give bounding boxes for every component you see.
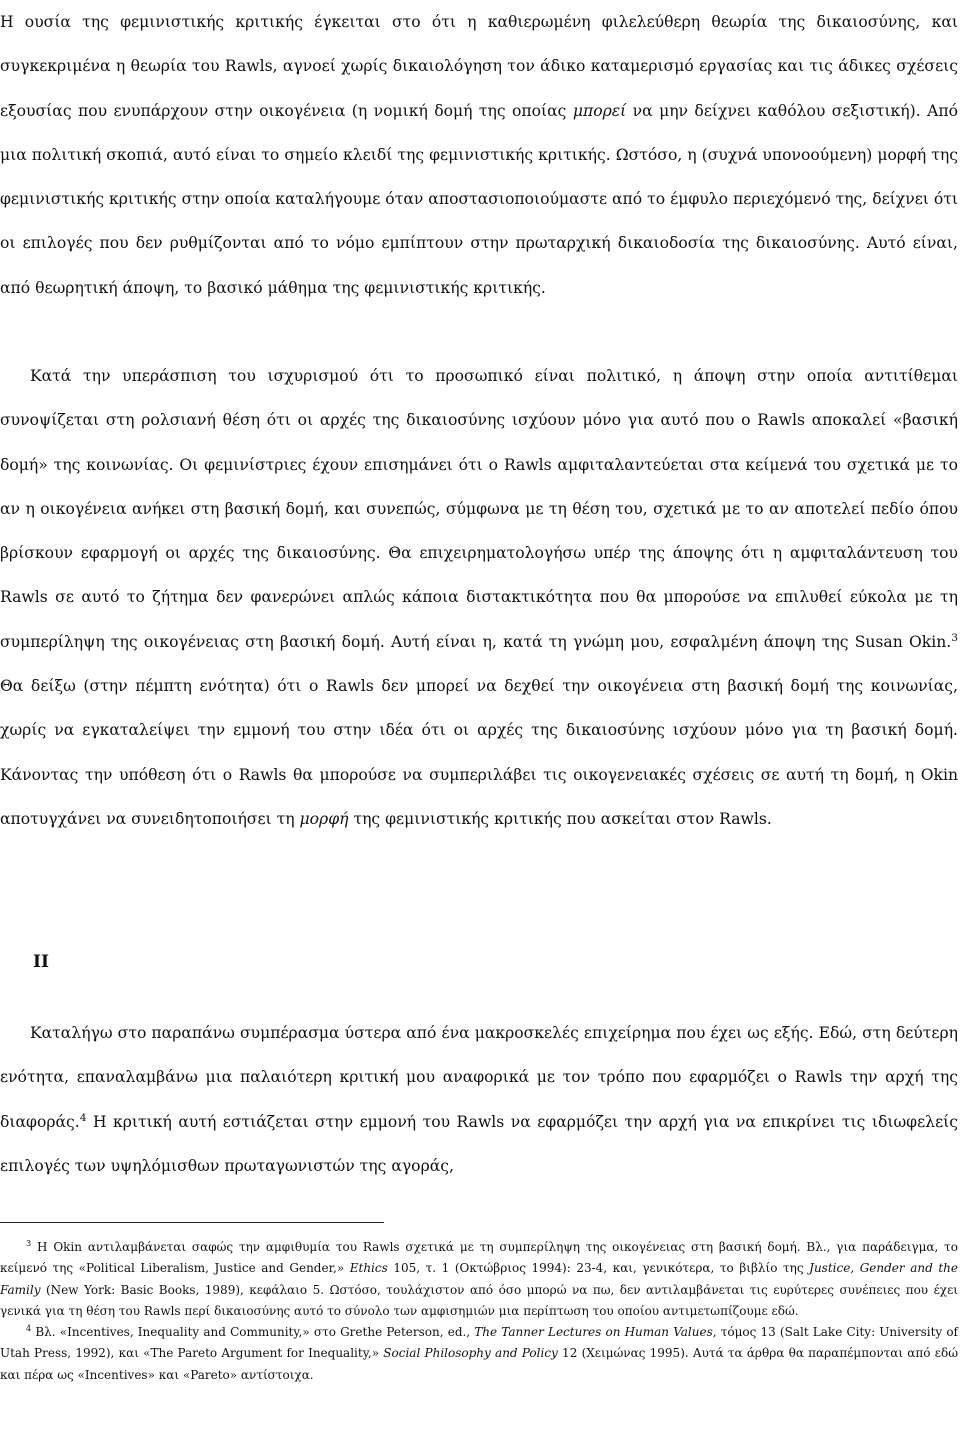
footnote-3-journal-title: Ethics bbox=[349, 1261, 388, 1276]
paragraph-1-text-a: Η ουσία της φεμινιστικής κριτικής έγκειται στο ότι η καθιερωμένη φιλελεύθερη θεωρία της δικαιοσύνης, και συγκεκριμένα η θεωρία του Rawls, αγνοεί χωρίς δικαιολόγηση τον άδικο καταμερισμό εργασίας και τις άδικες σχέσεις εξουσίας που ενυπάρχουν στην οικογένεια (η νομική δομή της οποίας bbox=[0, 13, 958, 120]
footnote-4-journal-title: Social Philosophy and Policy bbox=[383, 1346, 558, 1361]
footnote-4-text-b: , τόμος 13 (Salt Lake City: University of Utah Press, 1992), και «The Pareto Argument for Inequality,» bbox=[0, 1325, 959, 1361]
paragraph-1 bbox=[0, 0, 958, 310]
paragraph-3-text-b: Η κριτική αυτή εστιάζεται στην εμμονή του Rawls να εφαρμόζει την αρχή για να επικρίνει τις ιδιωφελείς επιλογές των υψηλόμισθων πρωταγωνιστών της αγοράς, bbox=[0, 1112, 958, 1175]
emphasis-mporei: μπορεί bbox=[572, 101, 627, 120]
emphasis-morfi: μορφή bbox=[299, 809, 349, 828]
footnote-3-book-title: Justice, Gender and the Family bbox=[0, 1261, 958, 1297]
footnote-4-text-a: Βλ. «Incentives, Inequality and Community,» στο Grethe Peterson, ed., bbox=[31, 1325, 475, 1340]
footnote-3-text-c: (New York: Basic Books, 1989), κεφάλαιο 5. Ωστόσο, τουλάχιστον από όσο μπορώ να πω, δεν αντιλαμβάνεται τις ευρύτερες συνέπειες που έχει γενικά για τη θέση του Rawls περί δικαιοσύνης αυτό το σύνολο των αμφισημιών μια περίπτωση του οποίου αντιμετωπίζουμε εδώ. bbox=[0, 1282, 958, 1318]
paragraph-1-text-b: να μην δείχνει καθόλου σεξιστική). Από μια πολιτική σκοπιά, αυτό είναι το σημείο κλειδί της φεμινιστικής κριτικής. Ωστόσο, η (συχνά υπονοούμενη) μορφή της φεμινιστικής κριτικής στην οποία καταλήγουμε όταν αποστασιοποιούμαστε από το έμφυλο περιεχόμενό της, δείχνει ότι οι επιλογές που δεν ρυθμίζονται από το νόμο εμπίπτουν στην πρωταρχική δικαιοδοσία της δικαιοσύνης. Αυτό είναι, από θεωρητική άποψη, το βασικό μάθημα της φεμινιστικής κριτικής. bbox=[0, 101, 958, 297]
paragraph-2-text-c: της φεμινιστικής κριτικής που ασκείται στον Rawls. bbox=[348, 809, 772, 828]
footnote-ref-4[interactable]: 4 bbox=[79, 1111, 87, 1124]
footnote-3-text-b: 105, τ. 1 (Οκτώβριος 1994): 23-4, και, γενικότερα, το βιβλίο της bbox=[387, 1261, 810, 1276]
footnote-4-book-title: The Tanner Lectures on Human Values bbox=[474, 1325, 713, 1340]
footnote-3-marker: 3 bbox=[26, 1238, 32, 1248]
footnote-4-marker: 4 bbox=[26, 1323, 32, 1334]
paragraph-2-text-b: Θα δείξω (στην πέμπτη ενότητα) ότι ο Rawls δεν μπορεί να δεχθεί την οικογένεια στη βασική δομή της κοινωνίας, χωρίς να εγκαταλείψει την εμμονή του στην ιδέα ότι οι αρχές της δικαιοσύνης ισχύουν μόνο για τη βασική δομή. Κάνοντας την υπόθεση ότι ο Rawls θα μπορούσε να συμπεριλάβει τις οικογενειακές σχέσεις σε αυτή τη δομή, η Okin αποτυγχάνει να συνειδητοποιήσει τη bbox=[0, 677, 958, 828]
section-heading: II bbox=[33, 952, 49, 972]
paragraph-3-text-a: Καταλήγω στο παραπάνω συμπέρασμα ύστερα από ένα μακροσκελές επιχείρημα που έχει ως εξής. Εδώ, στη δεύτερη ενότητα, επαναλαμβάνω μια παλαιότερη κριτική μου αναφορικά με τον τρόπο που εφαρμόζει ο Rawls την αρχή της διαφοράς. bbox=[0, 1024, 958, 1131]
footnote-3 bbox=[0, 1237, 958, 1322]
paragraph-2-text-a: Κατά την υπεράσπιση του ισχυρισμού ότι το προσωπικό είναι πολιτικό, η άποψη στην οποία αντιτίθεμαι συνοψίζεται στη ρολσιανή θέση ότι οι αρχές της δικαιοσύνης ισχύουν μόνο για αυτό που ο Rawls αποκαλεί «βασική δομή» της κοινωνίας. Οι φεμινίστριες έχουν επισημάνει ότι ο Rawls αμφιταλαντεύεται στα κείμενά του σχετικά με το αν η οικογένεια ανήκει στη βασική δομή, και συνεπώς, σύμφωνα με τη θέση του, σχετικά με το αν αποτελεί πεδίο όπου βρίσκουν εφαρμογή οι αρχές της δικαιοσύνης. Θα επιχειρηματολογήσω υπέρ της άποψης ότι η αμφιταλάντευση του Rawls σε αυτό το ζήτημα δεν φανερώνει απλώς κάποια διστακτικότητα που θα μπορούσε να επιλυθεί εύκολα με τη συμπερίληψη της οικογένειας στη βασική δομή. Αυτή είναι η, κατά τη γνώμη μου, εσφαλμένη άποψη της Susan Okin. bbox=[0, 367, 958, 651]
footnote-3-text-a: Η Okin αντιλαμβάνεται σαφώς την αμφιθυμία του Rawls σχετικά με τη συμπερίληψη της οικογένειας στη βασική δομή. Βλ., για παράδειγμα, το κείμενό της «Political Liberalism, Justice and Gender,» bbox=[0, 1240, 958, 1276]
footnotes bbox=[0, 1237, 958, 1386]
footnote-4 bbox=[0, 1322, 958, 1386]
paragraph-2 bbox=[0, 354, 958, 841]
footnote-4-text-c: 12 (Χειμώνας 1995). Αυτά τα άρθρα θα παραπέμπονται από εδώ και πέρα ως «Incentives» και «Pareto» αντίστοιχα. bbox=[0, 1346, 958, 1382]
paragraph-3 bbox=[0, 1011, 958, 1188]
footnote-divider bbox=[0, 1222, 384, 1223]
footnote-ref-3[interactable]: 3 bbox=[951, 631, 958, 644]
